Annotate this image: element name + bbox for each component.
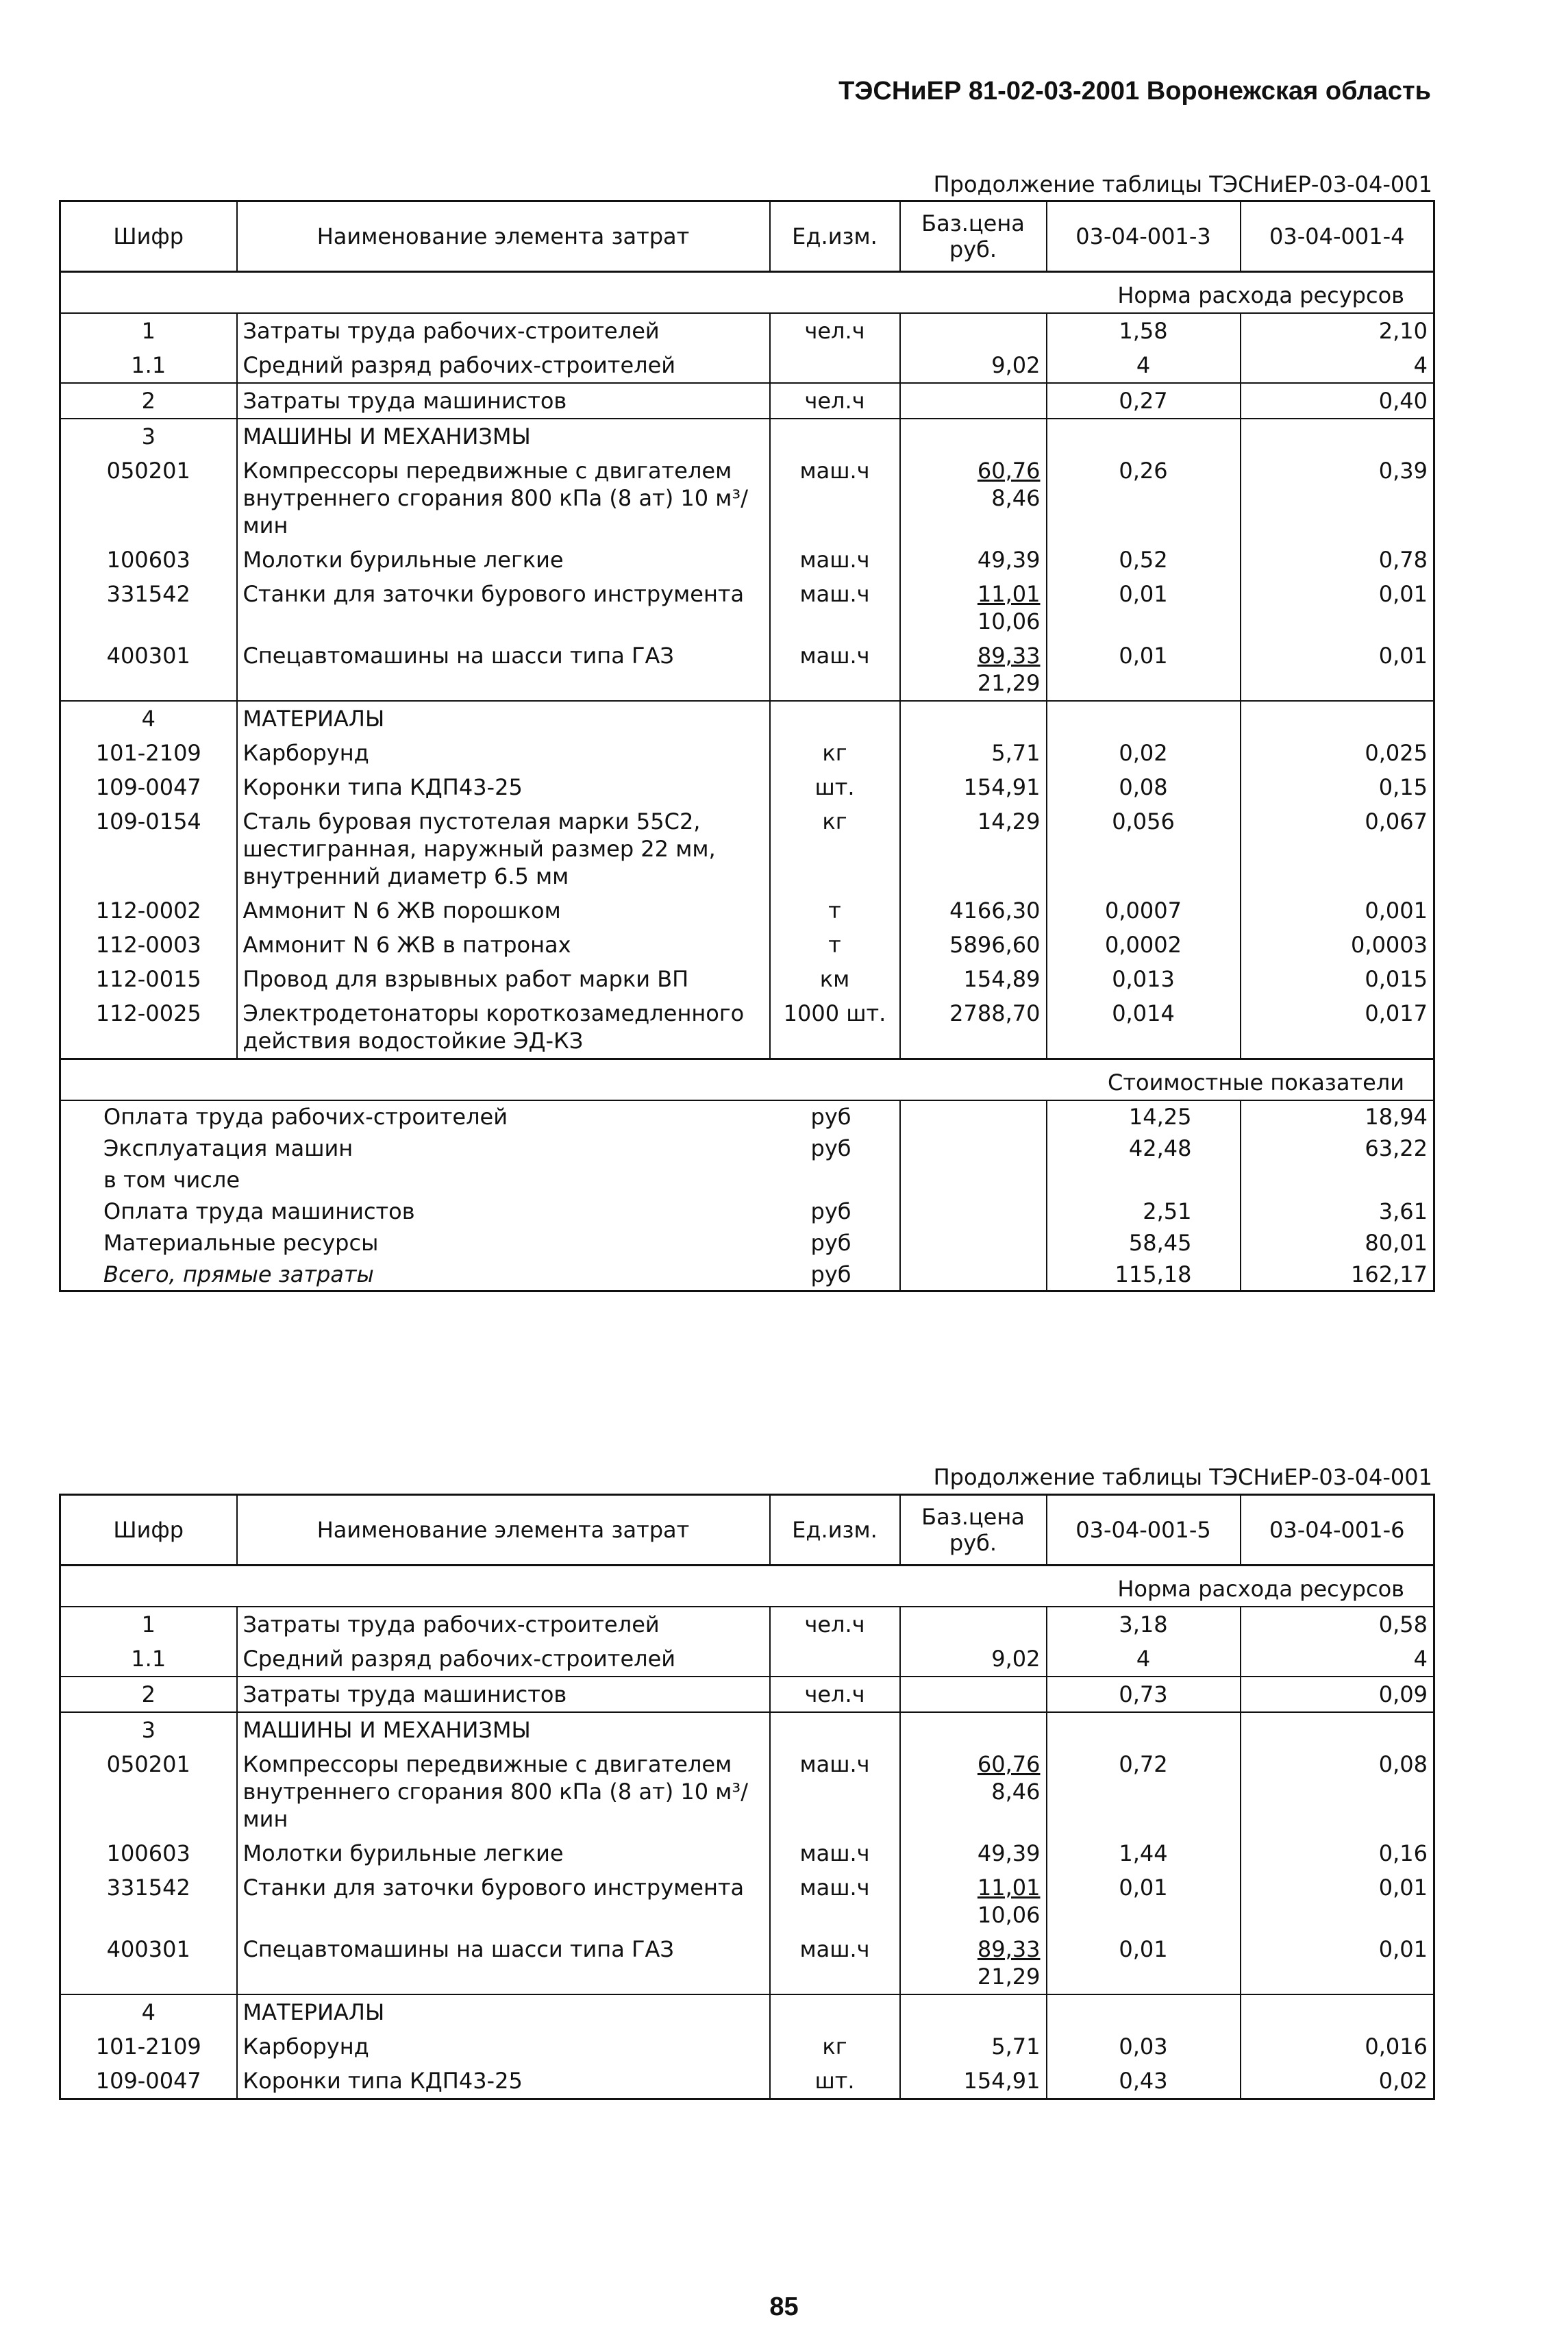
row-value-b: 0,08 (1241, 1747, 1434, 1836)
row-value-b: 0,01 (1241, 1932, 1434, 1994)
row-unit: чел.ч (770, 1677, 900, 1712)
row-code: 1 (141, 1611, 155, 1637)
row-name: Коронки типа КДП43-25 (237, 770, 770, 804)
row-code: 2 (60, 1677, 237, 1712)
row-unit (770, 348, 900, 383)
section-title: МАТЕРИАЛЫ (237, 701, 770, 736)
row-value-a: 0,01 (1047, 1932, 1241, 1994)
row-value-a: 0,02 (1047, 736, 1241, 770)
col-a-header: 03-04-001-3 (1047, 201, 1241, 272)
cost-row (60, 1100, 1434, 1133)
row-name: Средний разряд рабочих-строителей (237, 1642, 770, 1677)
row-price: 154,91 (900, 770, 1047, 804)
table-header-row (60, 1495, 1434, 1566)
row-code: 3 (60, 419, 237, 454)
row-code: 400301 (106, 643, 190, 669)
row-value-b: 0,09 (1241, 1677, 1434, 1712)
row-value-a: 4 (1047, 1642, 1241, 1677)
col-price-header: Баз.цена руб. (900, 1495, 1047, 1566)
section-title: МАШИНЫ И МЕХАНИЗМЫ (237, 419, 770, 454)
row-code: 109-0047 (95, 2068, 201, 2094)
row-value-b: 0,39 (1241, 454, 1434, 543)
row-unit: кг (770, 804, 900, 893)
row-value-b: 0,067 (1241, 804, 1434, 893)
cost-row-value-b: 18,94 (1241, 1100, 1434, 1133)
row-value-a: 0,08 (1047, 770, 1241, 804)
row-price: 154,91 (900, 2064, 1047, 2099)
cost-label: Стоимостные показатели (60, 1059, 1434, 1101)
row-unit: шт. (770, 2064, 900, 2099)
row-price: 5896,60 (900, 928, 1047, 962)
row-value-a: 3,18 (1047, 1607, 1241, 1642)
table-row (60, 1932, 1434, 1994)
table-row (60, 893, 1434, 928)
row-name: Аммонит N 6 ЖВ в патронах (237, 928, 770, 962)
resource-table-2 (59, 1494, 1435, 2100)
row-value-b: 0,017 (1241, 996, 1434, 1059)
cost-row-value-b (1241, 1164, 1434, 1196)
cost-row (60, 1133, 1434, 1164)
cost-row-label: Материальные ресурсы (103, 1230, 379, 1256)
table-row (60, 1870, 1434, 1932)
row-code: 4 (60, 701, 237, 736)
row-code: 1 (141, 318, 155, 344)
row-value-a: 0,01 (1047, 639, 1241, 701)
row-unit: т (770, 893, 900, 928)
row-name: Затраты труда машинистов (237, 383, 770, 419)
row-name: Спецавтомашины на шасси типа ГАЗ (237, 1932, 770, 1994)
row-code: 112-0003 (95, 932, 201, 958)
cost-row-value-a: 115,18 (1047, 1259, 1241, 1291)
row-name: Затраты труда рабочих-строителей (237, 313, 770, 348)
row-unit: шт. (770, 770, 900, 804)
row-name: Молотки бурильные легкие (237, 543, 770, 577)
row-unit: км (770, 962, 900, 996)
row-price-wage: 21,29 (977, 1964, 1041, 1990)
cost-row-value-b: 63,22 (1241, 1133, 1434, 1164)
row-value-a: 0,01 (1047, 1870, 1241, 1932)
cost-row-value-b: 3,61 (1241, 1196, 1434, 1227)
row-price: 5,71 (900, 736, 1047, 770)
row-unit: маш.ч (770, 1870, 900, 1932)
row-price (900, 1607, 1047, 1642)
cost-row-value-b: 162,17 (1241, 1259, 1434, 1291)
row-unit: маш.ч (770, 1836, 900, 1870)
table-row (60, 736, 1434, 770)
row-value-a: 0,014 (1047, 996, 1241, 1059)
table-row (60, 454, 1434, 543)
row-code: 050201 (106, 458, 190, 484)
row-code: 2 (60, 383, 237, 419)
row-code: 109-0154 (95, 808, 201, 834)
row-name: Сталь буровая пустотелая марки 55С2, шестигранная, наружный размер 22 мм, внутренний диаметр 6.5 мм (237, 804, 770, 893)
row-code: 1.1 (131, 1646, 166, 1672)
row-unit: маш.ч (770, 543, 900, 577)
row-value-a: 0,52 (1047, 543, 1241, 577)
row-code: 112-0002 (95, 898, 201, 924)
row-price-wage: 8,46 (991, 485, 1041, 511)
cost-row-value-a: 2,51 (1047, 1196, 1241, 1227)
table-header-row (60, 201, 1434, 272)
row-value-a: 0,26 (1047, 454, 1241, 543)
row-price-wage: 21,29 (977, 670, 1041, 696)
row-unit: кг (770, 736, 900, 770)
table-row (60, 1642, 1434, 1677)
col-name-header: Наименование элемента затрат (237, 1495, 770, 1566)
row-unit: чел.ч (770, 313, 900, 348)
cost-row-label: в том числе (103, 1167, 240, 1193)
row-price: 154,89 (900, 962, 1047, 996)
row-code: 4 (60, 1994, 237, 2029)
section-row (60, 1712, 1434, 1747)
row-value-a: 0,03 (1047, 2029, 1241, 2064)
row-name: Средний разряд рабочих-строителей (237, 348, 770, 383)
row-unit: маш.ч (770, 639, 900, 701)
row-code: 331542 (106, 581, 190, 607)
cost-row-label: Оплата труда машинистов (103, 1198, 415, 1224)
row-unit: чел.ч (770, 383, 900, 419)
norm-label: Норма расхода ресурсов (60, 272, 1434, 314)
cost-row-label: Оплата труда рабочих-строителей (103, 1104, 508, 1130)
row-name: Карборунд (237, 736, 770, 770)
row-unit (770, 1642, 900, 1677)
table-row (60, 1836, 1434, 1870)
row-unit: чел.ч (770, 1607, 900, 1642)
row-value-b: 0,0003 (1241, 928, 1434, 962)
col-unit-header: Ед.изм. (770, 1495, 900, 1566)
row-price: 49,39 (900, 1836, 1047, 1870)
table-row (60, 348, 1434, 383)
row-value-b: 0,40 (1241, 383, 1434, 419)
col-b-header: 03-04-001-4 (1241, 201, 1434, 272)
resource-table-1 (59, 200, 1435, 1292)
col-b-header: 03-04-001-6 (1241, 1495, 1434, 1566)
col-unit-header: Ед.изм. (770, 201, 900, 272)
table-row (60, 804, 1434, 893)
row-price: 4166,30 (900, 893, 1047, 928)
cost-row-unit: руб (810, 1198, 851, 1224)
table-row (60, 383, 1434, 419)
col-code-header: Шифр (60, 201, 237, 272)
cost-row (60, 1227, 1434, 1259)
table-row (60, 2064, 1434, 2099)
row-code: 112-0015 (95, 966, 201, 992)
row-value-b: 0,01 (1241, 577, 1434, 639)
row-price: 60,76 (977, 458, 1041, 484)
table-row (60, 770, 1434, 804)
row-value-b: 0,01 (1241, 639, 1434, 701)
row-price (900, 383, 1047, 419)
col-price-header: Баз.цена руб. (900, 201, 1047, 272)
row-price: 60,76 (977, 1751, 1041, 1777)
row-name: Электродетонаторы короткозамедленного действия водостойкие ЭД-КЗ (237, 996, 770, 1059)
table-row (60, 543, 1434, 577)
row-code: 100603 (106, 1840, 190, 1866)
row-value-b: 0,16 (1241, 1836, 1434, 1870)
norm-label: Норма расхода ресурсов (60, 1566, 1434, 1607)
table-row (60, 2029, 1434, 2064)
row-value-b: 4 (1241, 1642, 1434, 1677)
section-row (60, 419, 1434, 454)
row-value-b: 0,01 (1241, 1870, 1434, 1932)
row-price: 14,29 (900, 804, 1047, 893)
row-name: Коронки типа КДП43-25 (237, 2064, 770, 2099)
row-value-b: 0,15 (1241, 770, 1434, 804)
row-code: 050201 (106, 1751, 190, 1777)
row-name: Молотки бурильные легкие (237, 1836, 770, 1870)
cost-row (60, 1196, 1434, 1227)
row-price: 11,01 (977, 1875, 1041, 1901)
row-unit: маш.ч (770, 1932, 900, 1994)
col-code-header: Шифр (60, 1495, 237, 1566)
row-price (900, 1677, 1047, 1712)
row-code: 1.1 (131, 352, 166, 378)
row-value-b: 0,001 (1241, 893, 1434, 928)
row-price: 11,01 (977, 581, 1041, 607)
row-price-wage: 8,46 (991, 1779, 1041, 1805)
row-value-a: 0,056 (1047, 804, 1241, 893)
row-value-a: 0,72 (1047, 1747, 1241, 1836)
section-title: МАШИНЫ И МЕХАНИЗМЫ (237, 1712, 770, 1747)
cost-row-value-b: 80,01 (1241, 1227, 1434, 1259)
cost-row-unit: руб (810, 1261, 851, 1287)
row-value-b: 4 (1241, 348, 1434, 383)
cost-row-unit: руб (810, 1135, 851, 1161)
row-price-wage: 10,06 (977, 608, 1041, 634)
row-name: Спецавтомашины на шасси типа ГАЗ (237, 639, 770, 701)
row-value-a: 1,44 (1047, 1836, 1241, 1870)
cost-row (60, 1259, 1434, 1291)
section-row (60, 1994, 1434, 2029)
row-name: Затраты труда рабочих-строителей (237, 1607, 770, 1642)
row-value-a: 0,43 (1047, 2064, 1241, 2099)
row-code: 100603 (106, 547, 190, 573)
row-unit: маш.ч (770, 1747, 900, 1836)
row-value-a: 1,58 (1047, 313, 1241, 348)
row-value-b: 0,015 (1241, 962, 1434, 996)
row-value-b: 2,10 (1241, 313, 1434, 348)
cost-row-label: Всего, прямые затраты (103, 1261, 374, 1287)
row-value-a: 0,27 (1047, 383, 1241, 419)
row-price (900, 313, 1047, 348)
table-row (60, 639, 1434, 701)
row-name: Станки для заточки бурового инструмента (237, 577, 770, 639)
cost-row (60, 1164, 1434, 1196)
row-value-b: 0,02 (1241, 2064, 1434, 2099)
row-name: Станки для заточки бурового инструмента (237, 1870, 770, 1932)
cost-row-value-a: 58,45 (1047, 1227, 1241, 1259)
table-row (60, 996, 1434, 1059)
row-value-a: 0,0002 (1047, 928, 1241, 962)
row-name: Компрессоры передвижные с двигателем внутреннего сгорания 800 кПа (8 ат) 10 м³/мин (237, 454, 770, 543)
row-value-a: 4 (1047, 348, 1241, 383)
row-code: 3 (60, 1712, 237, 1747)
row-code: 331542 (106, 1875, 190, 1901)
row-price: 5,71 (900, 2029, 1047, 2064)
row-name: Компрессоры передвижные с двигателем внутреннего сгорания 800 кПа (8 ат) 10 м³/мин (237, 1747, 770, 1836)
row-price: 89,33 (977, 643, 1041, 669)
row-price: 89,33 (977, 1936, 1041, 1962)
row-value-a: 0,013 (1047, 962, 1241, 996)
row-value-b: 0,78 (1241, 543, 1434, 577)
cost-row-value-a (1047, 1164, 1241, 1196)
row-code: 101-2109 (95, 740, 201, 766)
page-title: ТЭСНиЕР 81-02-03-2001 Воронежская область (838, 77, 1431, 106)
row-price: 2788,70 (900, 996, 1047, 1059)
page-number: 85 (769, 2292, 799, 2321)
cost-row-unit: руб (810, 1230, 851, 1256)
row-name: Карборунд (237, 2029, 770, 2064)
table-row (60, 1677, 1434, 1712)
cost-row-value-a: 14,25 (1047, 1100, 1241, 1133)
row-price: 9,02 (900, 348, 1047, 383)
row-code: 400301 (106, 1936, 190, 1962)
row-price: 9,02 (900, 1642, 1047, 1677)
row-price-wage: 10,06 (977, 1902, 1041, 1928)
cost-row-value-a: 42,48 (1047, 1133, 1241, 1164)
row-name: Аммонит N 6 ЖВ порошком (237, 893, 770, 928)
table-row (60, 313, 1434, 348)
row-value-a: 0,73 (1047, 1677, 1241, 1712)
row-unit: маш.ч (770, 454, 900, 543)
row-code: 109-0047 (95, 774, 201, 800)
table-row (60, 1607, 1434, 1642)
row-value-b: 0,025 (1241, 736, 1434, 770)
table-row (60, 962, 1434, 996)
row-price: 49,39 (900, 543, 1047, 577)
col-a-header: 03-04-001-5 (1047, 1495, 1241, 1566)
row-name: Затраты труда машинистов (237, 1677, 770, 1712)
cost-row-label: Эксплуатация машин (103, 1135, 353, 1161)
row-code: 101-2109 (95, 2033, 201, 2060)
row-value-b: 0,58 (1241, 1607, 1434, 1642)
row-name: Провод для взрывных работ марки ВП (237, 962, 770, 996)
row-unit: т (770, 928, 900, 962)
section-title: МАТЕРИАЛЫ (237, 1994, 770, 2029)
cost-row-unit (770, 1164, 900, 1196)
cost-row-unit: руб (810, 1104, 851, 1130)
table-row (60, 577, 1434, 639)
table-caption: Продолжение таблицы ТЭСНиЕР-03-04-001 (933, 171, 1432, 197)
row-value-a: 0,0007 (1047, 893, 1241, 928)
row-value-b: 0,016 (1241, 2029, 1434, 2064)
row-unit: 1000 шт. (770, 996, 900, 1059)
row-code: 112-0025 (95, 1000, 201, 1026)
table-row (60, 928, 1434, 962)
col-name-header: Наименование элемента затрат (237, 201, 770, 272)
row-unit: кг (770, 2029, 900, 2064)
row-value-a: 0,01 (1047, 577, 1241, 639)
row-unit: маш.ч (770, 577, 900, 639)
table-row (60, 1747, 1434, 1836)
table-caption: Продолжение таблицы ТЭСНиЕР-03-04-001 (933, 1464, 1432, 1490)
section-row (60, 701, 1434, 736)
